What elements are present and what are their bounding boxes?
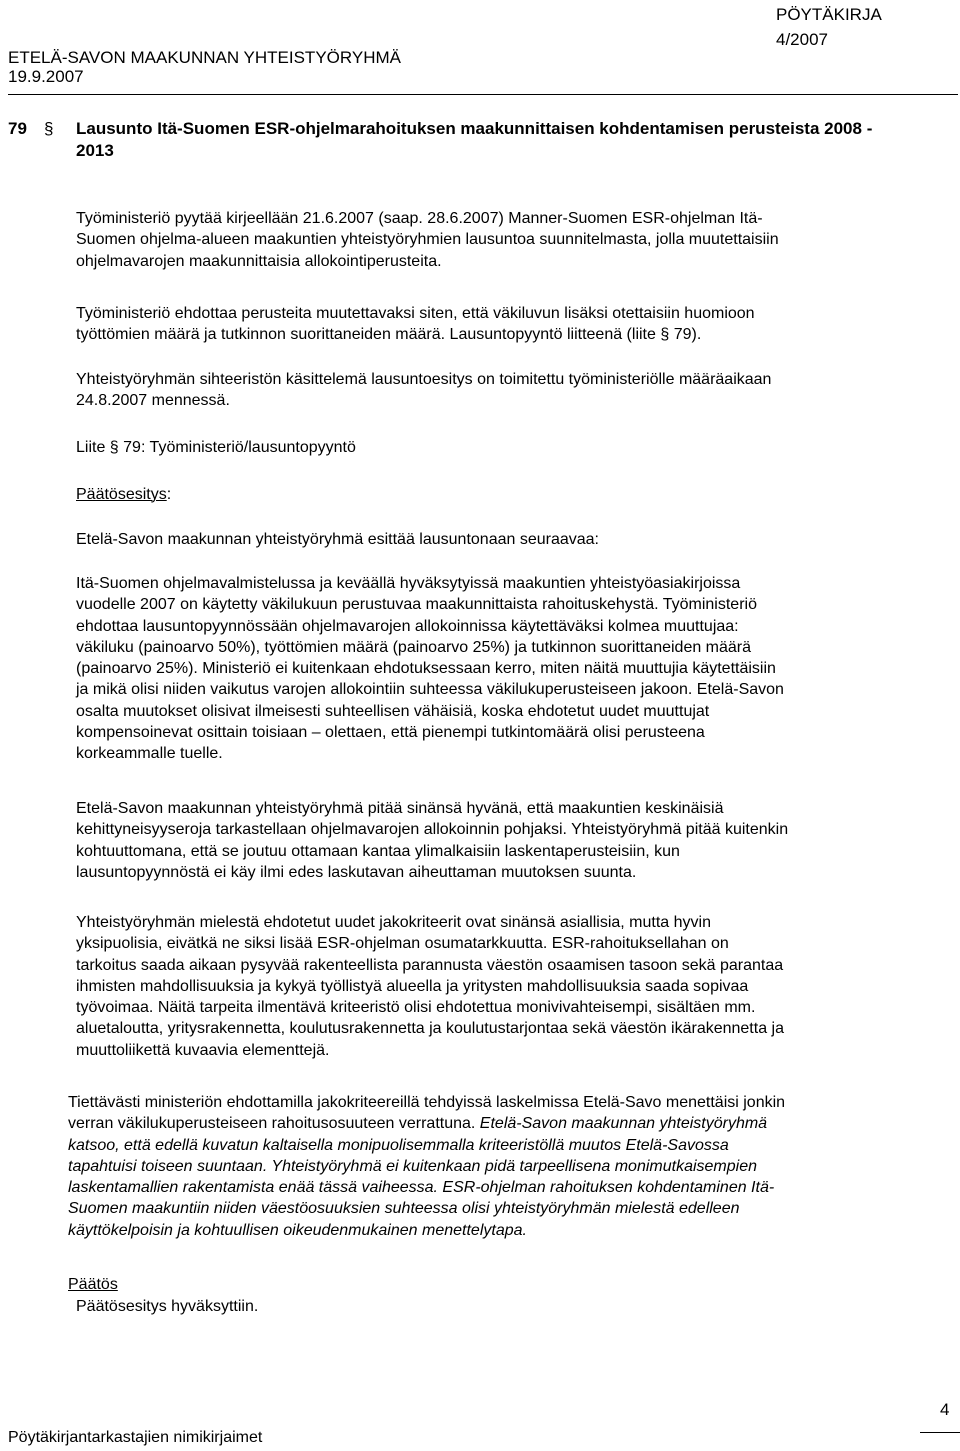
text-line: Yhteistyöryhmän sihteeristön käsittelemä lausuntoesitys on toimitettu työministeriölle määräaikaan — [76, 371, 772, 388]
decision-label: Päätös — [68, 1276, 118, 1293]
paragraph-statement-2 — [76, 798, 788, 883]
paragraph-statement-1 — [76, 573, 784, 765]
paragraph-statement-4 — [68, 1092, 785, 1241]
attachment-reference — [76, 437, 356, 458]
section-title: Lausunto Itä-Suomen ESR-ohjelmarahoituksen maakunnittaisen kohdentamisen perusteista 2008 - 2013 — [76, 119, 873, 160]
text-line: yksipuolisia, eivätkä ne siksi lisää ESR-ohjelman osumatarkkuutta. ESR-rahoituksellahan on — [76, 935, 729, 953]
document-header — [8, 8, 401, 86]
text-line: muuttoliikettä kuvaavia elementtejä. — [76, 1041, 330, 1059]
paragraph-secretariat — [76, 369, 771, 412]
text-line: Etelä-Savon maakunnan yhteistyöryhmä pitää sinänsä hyvänä, että maakuntien keskinäisiä — [76, 800, 724, 817]
text-segment: 79). — [669, 326, 702, 344]
proposal-colon: : — [166, 486, 172, 503]
text-segment: 79: Työministeriö/lausuntopyyntö — [118, 439, 356, 456]
page-number: 4 — [940, 1400, 950, 1419]
document-type: PÖYTÄKIRJA — [776, 5, 882, 24]
paragraph-sign: § — [109, 439, 119, 456]
text-segment-italic: Etelä-Savon maakunnan yhteistyöryhmä — [479, 1115, 768, 1133]
footer-divider — [920, 1432, 960, 1433]
section-number: 79 — [8, 119, 27, 138]
text-line: Itä-Suomen ohjelmavalmistelussa ja keväällä hyväksytyissä maakuntien yhteistyöasiakirjoissa — [76, 575, 741, 592]
paragraph-request — [76, 208, 779, 272]
text-line: Suomen maakuntiin niiden väestöosuuksien suhteessa olisi yhteistyöryhmän mielestä edelleen — [68, 1200, 740, 1218]
text-segment: työttömien määrä ja tutkinnon suorittaneiden määrä. Lausuntopyyntö liitteenä (liite — [76, 326, 661, 344]
text-line: lausuntopyynnöstä ei käy ilmi edes laskutavan aiheuttaman muutoksen suunta. — [76, 863, 637, 881]
text-line: aluetaloutta, yritysrakennetta, koulutusrakennetta ja koulutustarjontaa sekä väestön ikärakennetta ja — [76, 1020, 784, 1038]
text-line: Työministeriö ehdottaa perusteita muutettavaksi siten, että väkiluvun lisäksi otettaisiin huomioon — [76, 305, 755, 322]
text-line: tapahtuisi toiseen suuntaan. Yhteistyöryhmä ei kuitenkaan pidä tarpeellisena monimutkaisempien — [68, 1157, 758, 1175]
proposal-heading — [76, 484, 171, 505]
text-line: kehittyneisyyseroja tarkastellaan ohjelmavarojen allokoinnin pohjaksi. Yhteistyöryhmä pitää kuitenkin — [76, 821, 789, 839]
text-line: Suomen ohjelma-alueen maakuntien yhteistyöryhmien lausuntoa suunnitelmasta, jolla muutettaisiin — [76, 231, 779, 249]
text-line: vuodelle 2007 on käytetty väkilukuun perustuvaa maakunnittaista rahoituskehystä. Työministeriö — [76, 596, 757, 614]
text-line — [68, 1113, 785, 1134]
document-header-right — [776, 4, 882, 50]
text-line: käyttökelpoisin ja kohtuullisen oikeudenmukainen menettelytapa. — [68, 1221, 527, 1239]
text-line: kompensoinevat osittain toisiaan – olettaen, että pienempi tutkintomäärä olisi perusteena — [76, 724, 705, 742]
text-line: väkiluku (painoarvo 50%), työttömien määrä (painoarvo 25%) ja tutkinnon suorittaneiden määrä — [76, 638, 752, 656]
decision-text: Päätösesitys hyväksyttiin. — [76, 1298, 259, 1315]
text-line: katsoo, että edellä kuvatun kaltaisella monipuolisemmalla kriteeristöllä muutos Etelä-Savossa — [68, 1136, 729, 1154]
text-line — [76, 324, 755, 345]
text-line: (painoarvo 25%). Ministeriö ei kuitenkaan ehdotuksessaan kerro, miten näitä muuttujia käytettäisiin — [76, 660, 776, 678]
paragraph-sign: § — [44, 119, 54, 138]
proposal-label: Päätösesitys — [76, 486, 167, 503]
text-line: Yhteistyöryhmän mielestä ehdotetut uudet jakokriteerit ovat sinänsä asiallisia, mutta hyvin — [76, 914, 711, 931]
text-segment: Liite — [76, 439, 110, 456]
text-line: 24.8.2007 mennessä. — [76, 392, 230, 410]
text-line: ihmisten mahdollisuuksia ja kykyä työllistyä alueella ja yritysten mahdollisuuksia saada sopivaa — [76, 977, 749, 995]
text-line: osalta muutokset olisivat ilmeisesti suhteellisen vähäisiä, koska ehdotetut uudet muuttujat — [76, 702, 710, 720]
text-line: työvoimaa. Näitä tarpeita ilmentävä kriteeristö olisi ehdotettua monivivahteisempi, sisältäen mm. — [76, 999, 756, 1017]
text-line: kohtuuttomana, että se joutuu ottamaan kantaa ylimalkaisiin laskentaperusteisiin, kun — [76, 842, 680, 860]
decision-heading — [68, 1274, 118, 1295]
organization-name: ETELÄ-SAVON MAAKUNNAN YHTEISTYÖRYHMÄ — [8, 48, 401, 67]
paragraph-intro: Etelä-Savon maakunnan yhteistyöryhmä esittää lausuntonaan seuraavaa: — [76, 531, 599, 548]
text-line: laskentamallien rakentamista enää tässä vaiheessa. ESR-ohjelman rahoituksen kohdentaminen Itä- — [68, 1179, 775, 1197]
text-line: ja mikä olisi niiden vaikutus varojen allokointiin suhteessa väkilukuperusteiseen jakoon. Etelä-Savon — [76, 681, 784, 699]
text-line: ohjelmavarojen maakunnittaisia allokointiperusteita. — [76, 252, 442, 270]
signature-label: Pöytäkirjantarkastajien nimikirjaimet — [8, 1429, 263, 1446]
text-line: tarkoitus saada aikaan pysyvää rakenteellista parannusta väestön osaamisen tasoon sekä parantaa — [76, 956, 784, 974]
paragraph-sign: § — [660, 326, 670, 344]
meeting-date: 19.9.2007 — [8, 67, 84, 86]
document-number: 4/2007 — [776, 30, 828, 49]
text-line: ehdottaa lausuntopyynnössään ohjelmavarojen allokoinnissa käytettäväksi kolmea muuttujaa: — [76, 617, 739, 635]
header-divider — [8, 94, 958, 95]
paragraph-statement-3 — [76, 912, 784, 1061]
text-segment: verran väkilukuperusteiseen rahoitusosuuteen verrattuna. — [68, 1115, 480, 1133]
text-line: Työministeriö pyytää kirjeellään 21.6.2007 (saap. 28.6.2007) Manner-Suomen ESR-ohjelman Itä- — [76, 210, 763, 227]
text-line: korkeammalle tuelle. — [76, 745, 223, 763]
text-line: Tiettävästi ministeriön ehdottamilla jakokriteereillä tehdyissä laskelmissa Etelä-Savo menettäisi jonkin — [68, 1094, 786, 1111]
paragraph-proposal-basis — [76, 303, 755, 346]
